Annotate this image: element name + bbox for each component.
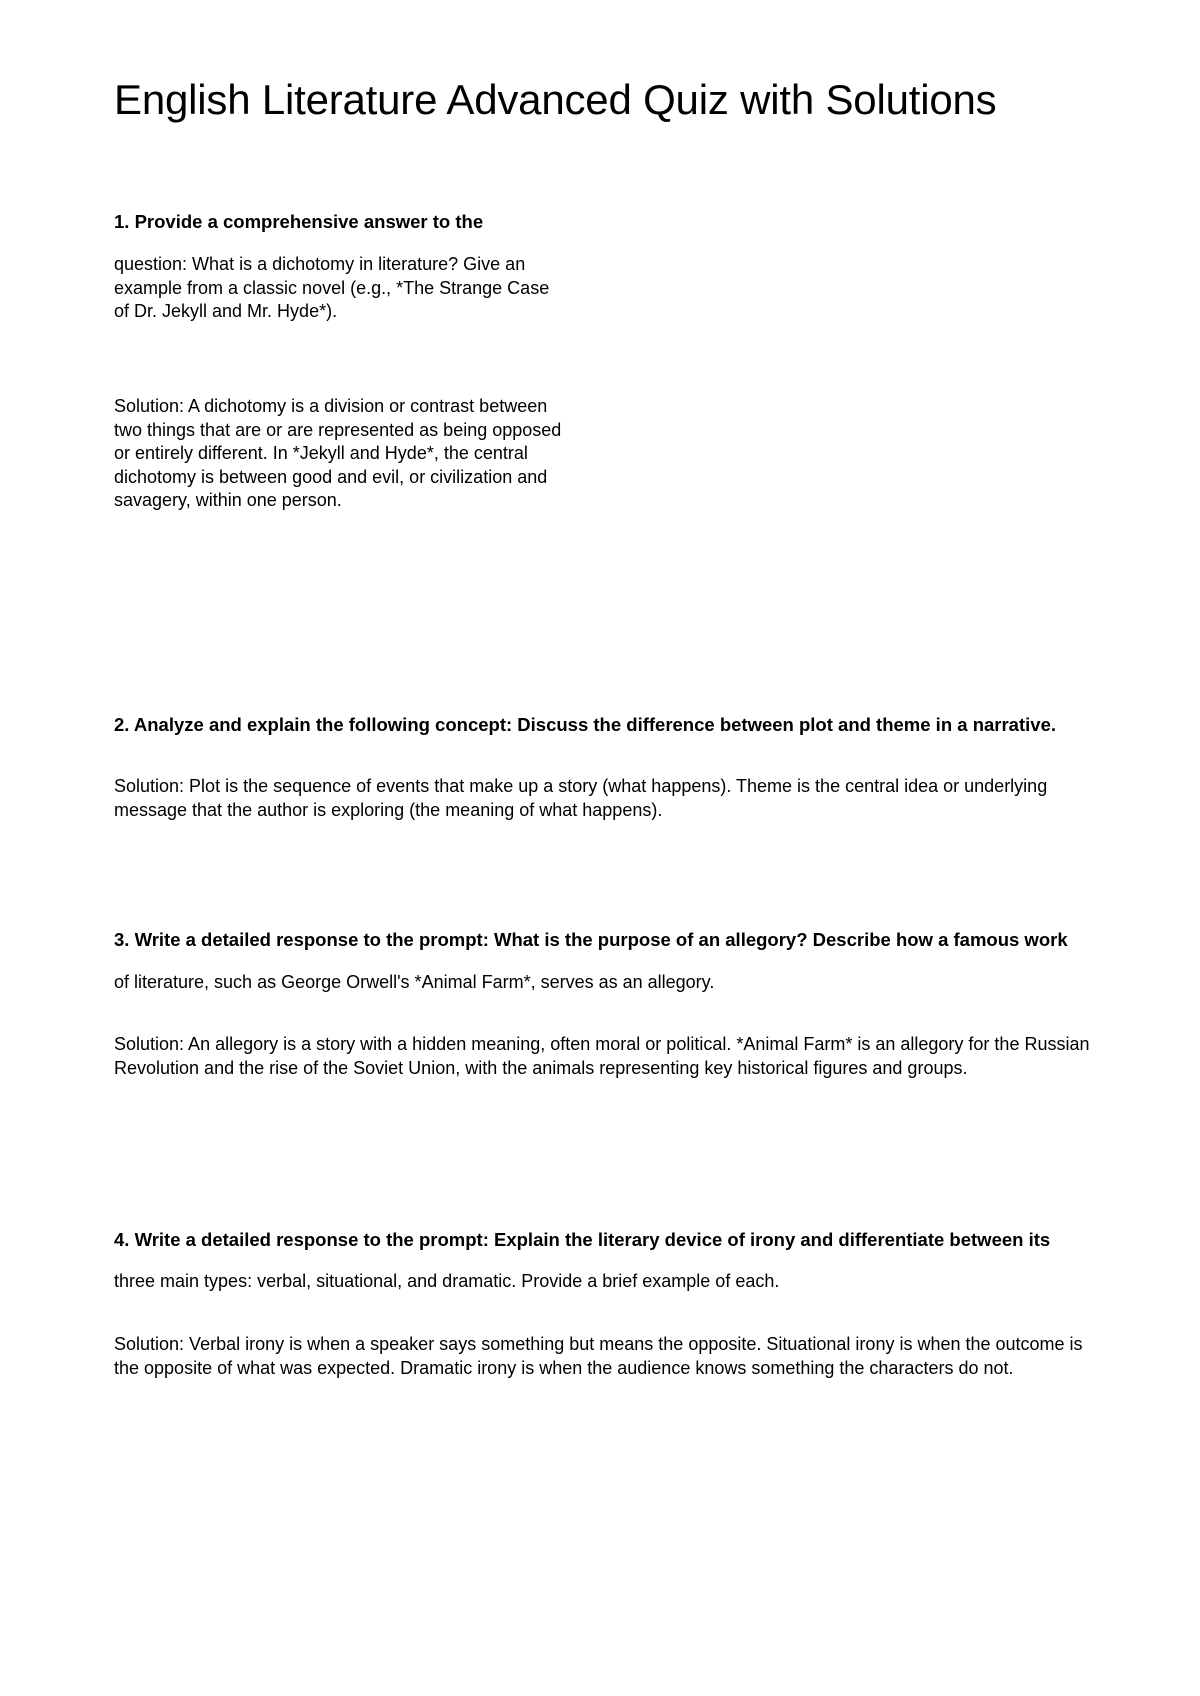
question-2-solution: Solution: Plot is the sequence of events that make up a story (what happens). Theme is the central idea or underlying message that the author is exploring (the meaning of what happens). bbox=[114, 776, 1048, 820]
question-4-prompt: three main types: verbal, situational, and dramatic. Provide a brief example of each. bbox=[114, 1271, 780, 1291]
question-1-prompt: question: What is a dichotomy in literature? Give an example from a classic novel (e.g., *The Strange Case of Dr. Jekyll and Mr. Hyde*). bbox=[114, 254, 550, 321]
document-title: English Literature Advanced Quiz with Solutions bbox=[114, 76, 997, 123]
question-3-heading: 3. Write a detailed response to the prompt: What is the purpose of an allegory? Describe how a famous work bbox=[114, 929, 1068, 950]
question-4-heading: 4. Write a detailed response to the prompt: Explain the literary device of irony and differentiate between its bbox=[114, 1229, 1051, 1250]
question-3-prompt: of literature, such as George Orwell's *Animal Farm*, serves as an allegory. bbox=[114, 972, 715, 992]
question-3-solution: Solution: An allegory is a story with a hidden meaning, often moral or political. *Animal Farm* is an allegory for the Russian Revolution and the rise of the Soviet Union, with the animals representing key historical figures and groups. bbox=[114, 1034, 1090, 1078]
question-2-heading: 2. Analyze and explain the following concept: Discuss the difference between plot and theme in a narrative. bbox=[114, 714, 1056, 735]
question-4-solution: Solution: Verbal irony is when a speaker says something but means the opposite. Situational irony is when the outcome is the opposite of what was expected. Dramatic irony is when the audience knows something the characters do not. bbox=[114, 1334, 1083, 1378]
question-1-solution: Solution: A dichotomy is a division or contrast between two things that are or are represented as being opposed or entirely different. In *Jekyll and Hyde*, the central dichotomy is between good and evil, or civilization and savagery, within one person. bbox=[114, 396, 562, 510]
question-1-heading: 1. Provide a comprehensive answer to the bbox=[114, 211, 484, 232]
